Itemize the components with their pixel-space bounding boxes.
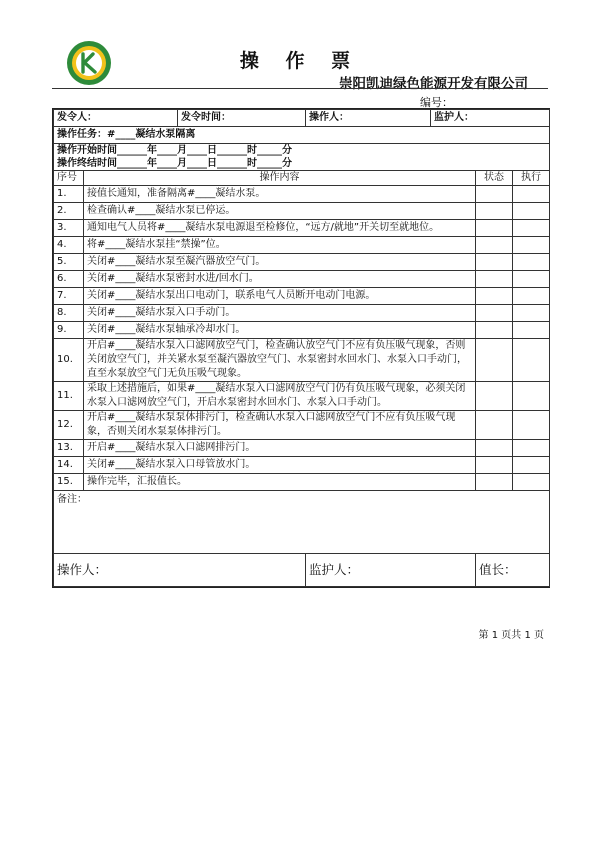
serial-number-label: 编号： [420,96,453,109]
step-exec-cell[interactable] [513,288,550,305]
step-content: 关闭#____凝结水泵出口电动门，联系电气人员断开电动门电源。 [84,288,476,305]
shift-leader-signature[interactable]: 值长： [476,554,550,587]
step-exec-cell[interactable] [513,237,550,254]
step-exec-cell[interactable] [513,474,550,491]
step-content: 开启#____凝结水泵泵体排污门，检查确认水泵入口滤网放空气门不应有负压吸气现象，否则关闭水泵泵体排污门。 [84,411,476,440]
operation-ticket-table [52,108,550,588]
step-row [54,339,550,382]
step-row [54,203,550,220]
remarks-field[interactable] [54,491,550,554]
step-number: 7. [54,288,84,305]
step-content: 关闭#____凝结水泵至凝汽器放空气门。 [84,254,476,271]
column-header-exec: 执行 [513,171,550,186]
step-exec-cell[interactable] [513,220,550,237]
step-status-cell[interactable] [476,411,513,440]
step-content: 开启#____凝结水泵入口滤网排污门。 [84,440,476,457]
step-row [54,440,550,457]
steps-list [54,186,550,491]
step-content: 关闭#____凝结水泵入口母管放水门。 [84,457,476,474]
step-row [54,474,550,491]
column-header-seq: 序号 [54,171,84,186]
step-content: 关闭#____凝结水泵密封水进/回水门。 [84,271,476,288]
step-content: 通知电气人员将#____凝结水泵电源退至检修位，“远方/就地”开关切至就地位。 [84,220,476,237]
step-status-cell[interactable] [476,440,513,457]
step-number: 15. [54,474,84,491]
step-number: 4. [54,237,84,254]
step-exec-cell[interactable] [513,203,550,220]
step-exec-cell[interactable] [513,339,550,382]
step-exec-cell[interactable] [513,305,550,322]
document-title: 操 作 票 [239,50,361,72]
issue-time-field[interactable]: 发令时间： [178,110,306,127]
step-status-cell[interactable] [476,271,513,288]
company-name: 崇阳凯迪绿色能源开发有限公司 [339,76,528,92]
column-header-status: 状态 [476,171,513,186]
step-status-cell[interactable] [476,382,513,411]
step-number: 8. [54,305,84,322]
step-status-cell[interactable] [476,186,513,203]
header-divider [52,88,548,89]
step-content: 关闭#____凝结水泵入口手动门。 [84,305,476,322]
step-exec-cell[interactable] [513,411,550,440]
step-content: 检查确认#____凝结水泵已停运。 [84,203,476,220]
step-row [54,305,550,322]
step-status-cell[interactable] [476,322,513,339]
step-status-cell[interactable] [476,339,513,382]
guardian-field[interactable]: 监护人： [431,110,550,127]
issuer-field[interactable]: 发令人： [54,110,178,127]
step-row [54,220,550,237]
step-status-cell[interactable] [476,237,513,254]
step-status-cell[interactable] [476,474,513,491]
step-exec-cell[interactable] [513,457,550,474]
step-row [54,382,550,411]
step-row [54,288,550,305]
step-number: 3. [54,220,84,237]
step-status-cell[interactable] [476,254,513,271]
step-content: 开启#____凝结水泵入口滤网放空气门，检查确认放空气门不应有负压吸气现象，否则关闭放空气门，并关紧水泵至凝汽器放空气门、水泵密封水回水门、水泵入口手动门，直至水泵放空气门无负压吸气现象。 [84,339,476,382]
step-status-cell[interactable] [476,220,513,237]
step-number: 2. [54,203,84,220]
step-number: 6. [54,271,84,288]
step-content: 操作完毕，汇报值长。 [84,474,476,491]
column-header-content: 操作内容 [84,171,476,186]
step-exec-cell[interactable] [513,271,550,288]
step-exec-cell[interactable] [513,382,550,411]
guardian-signature[interactable]: 监护人： [306,554,476,587]
step-exec-cell[interactable] [513,440,550,457]
step-number: 12. [54,411,84,440]
step-status-cell[interactable] [476,203,513,220]
step-content: 接值长通知，准备隔离#____凝结水泵。 [84,186,476,203]
step-row [54,271,550,288]
step-status-cell[interactable] [476,305,513,322]
step-row [54,186,550,203]
step-content: 关闭#____凝结水泵轴承冷却水门。 [84,322,476,339]
step-exec-cell[interactable] [513,322,550,339]
step-exec-cell[interactable] [513,254,550,271]
operator-field[interactable]: 操作人： [306,110,431,127]
step-row [54,457,550,474]
start-time-field[interactable]: 操作开始时间______年____月____日______时_____分 [57,145,292,156]
step-number: 13. [54,440,84,457]
step-content: 采取上述措施后，如果#____凝结水泵入口滤网放空气门仍有负压吸气现象，必须关闭水泵入口滤网放空气门，开启水泵密封水回水门、水泵入口手动门。 [84,382,476,411]
step-number: 10. [54,339,84,382]
step-number: 5. [54,254,84,271]
remarks-label: 备注： [57,494,87,505]
step-content: 将#____凝结水泵挂“禁操”位。 [84,237,476,254]
step-row [54,254,550,271]
step-number: 14. [54,457,84,474]
step-exec-cell[interactable] [513,186,550,203]
operator-signature[interactable]: 操作人： [54,554,306,587]
operation-task[interactable]: 操作任务：#____凝结水泵隔离 [54,127,550,144]
step-number: 11. [54,382,84,411]
step-status-cell[interactable] [476,288,513,305]
step-row [54,411,550,440]
step-number: 1. [54,186,84,203]
step-row [54,237,550,254]
end-time-field[interactable]: 操作终结时间______年____月____日______时_____分 [57,158,292,169]
step-row [54,322,550,339]
step-number: 9. [54,322,84,339]
step-status-cell[interactable] [476,457,513,474]
page-number: 第 1 页共 1 页 [478,630,544,641]
